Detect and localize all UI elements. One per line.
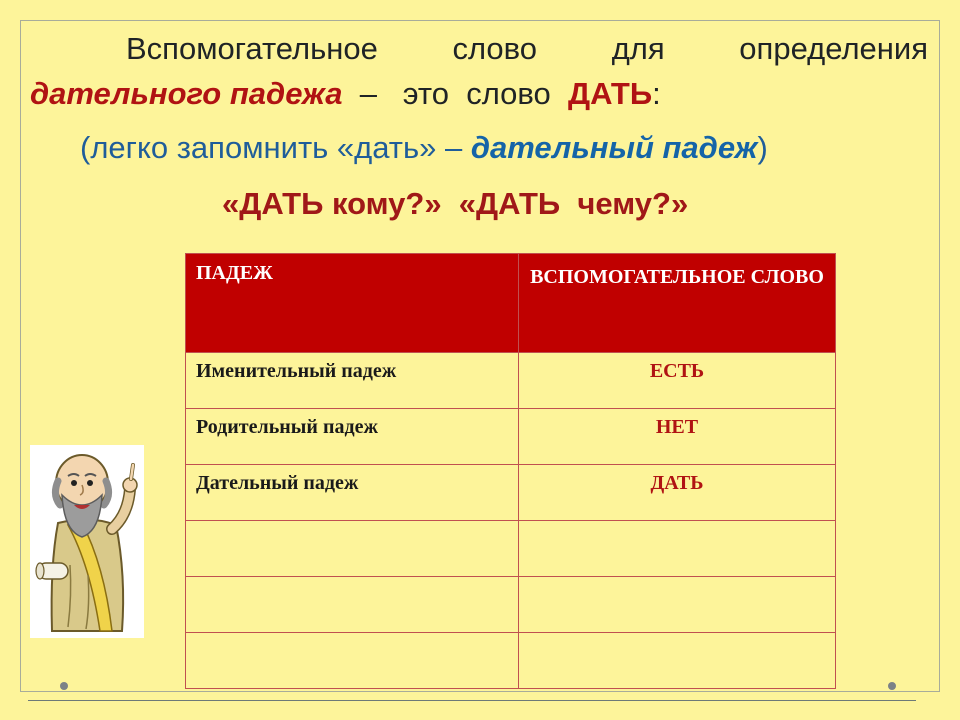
cases-table <box>185 253 836 689</box>
table-header-row <box>186 254 836 353</box>
helper-word: НЕТ <box>519 409 836 465</box>
table-row <box>186 353 836 409</box>
heading-colon: : <box>652 76 661 111</box>
table-row <box>186 465 836 521</box>
mnemonic-line <box>80 126 768 170</box>
mnemonic-close: ) <box>757 130 768 165</box>
table-row <box>186 409 836 465</box>
case-name <box>186 521 519 577</box>
helper-word: ДАТЬ <box>519 465 836 521</box>
table-row <box>186 577 836 633</box>
case-name <box>186 577 519 633</box>
table-row <box>186 521 836 577</box>
dat-word: ДАТЬ <box>568 76 653 111</box>
header-case: ПАДЕЖ <box>186 254 519 353</box>
helper-word: ЕСТЬ <box>519 353 836 409</box>
case-name: Родительный падеж <box>186 409 519 465</box>
helper-word <box>519 577 836 633</box>
heading-line-1: Вспомогательное слово для определения <box>126 31 928 66</box>
bullet-dot-right <box>888 682 896 690</box>
helper-word <box>519 633 836 689</box>
case-name: Дательный падеж <box>186 465 519 521</box>
case-name <box>186 633 519 689</box>
header-helper-word: ВСПОМОГАТЕЛЬНОЕ СЛОВО <box>519 254 836 353</box>
heading-dash-text: – это слово <box>342 76 568 111</box>
bottom-divider <box>28 700 916 701</box>
bald-sage-pointing-icon <box>30 445 144 638</box>
mnemonic-open: (легко запомнить «дать» – <box>80 130 471 165</box>
table-row <box>186 633 836 689</box>
case-name: Именительный падеж <box>186 353 519 409</box>
helper-word <box>519 521 836 577</box>
dative-case-phrase: дательного падежа <box>30 76 343 111</box>
mnemonic-emphasis: дательный падеж <box>470 130 758 165</box>
bullet-dot-left <box>60 682 68 690</box>
heading-line-2 <box>30 72 661 116</box>
question-line: «ДАТЬ кому?» «ДАТЬ чему?» <box>222 186 689 221</box>
